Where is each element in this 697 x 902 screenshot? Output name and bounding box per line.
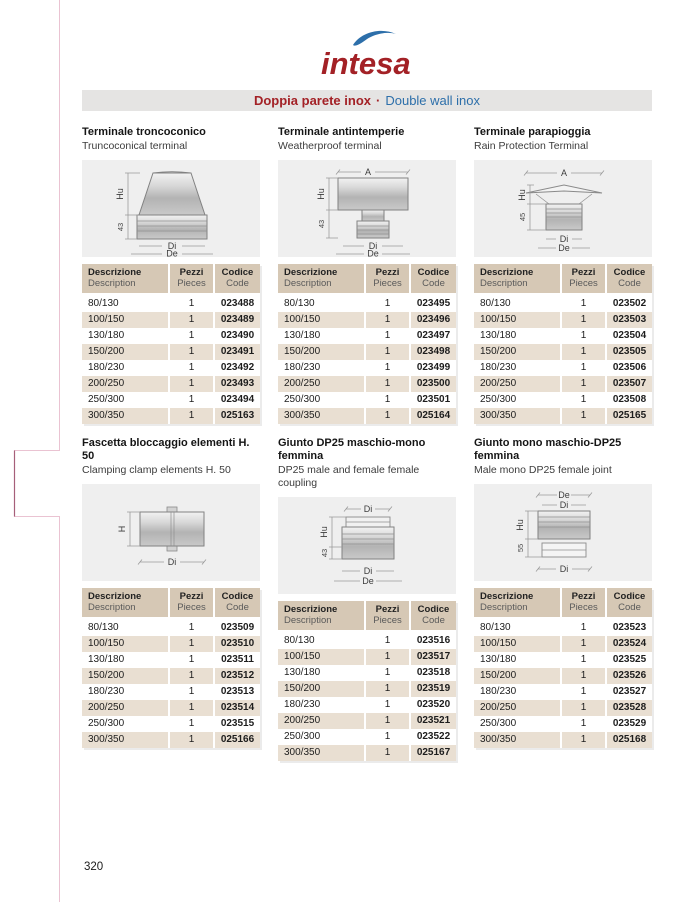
code-cell: 023513 bbox=[220, 686, 255, 697]
table-row bbox=[82, 716, 260, 732]
pieces-cell: 1 bbox=[188, 330, 195, 341]
code-cell: 025164 bbox=[409, 408, 456, 424]
code-cell: 023502 bbox=[612, 298, 647, 309]
code-cell: 023512 bbox=[213, 668, 260, 684]
size-cell: 150/200 bbox=[82, 668, 168, 684]
size-cell: 300/350 bbox=[278, 408, 364, 424]
pieces-cell: 1 bbox=[188, 298, 195, 309]
pieces-cell: 1 bbox=[168, 376, 213, 392]
code-cell: 023500 bbox=[409, 376, 456, 392]
pieces-cell: 1 bbox=[188, 718, 195, 729]
pieces-cell: 1 bbox=[384, 394, 391, 405]
dim-di: Di bbox=[167, 557, 177, 567]
table-row bbox=[474, 392, 652, 408]
pieces-cell: 1 bbox=[384, 667, 391, 678]
dim-di: Di bbox=[368, 241, 378, 251]
dim-de-top: De bbox=[558, 490, 570, 500]
size-cell: 80/130 bbox=[284, 298, 315, 309]
table-row bbox=[82, 392, 260, 408]
logo-wordmark: intesa bbox=[321, 46, 411, 80]
col-header-pieces: Pezzi Pieces bbox=[364, 601, 409, 633]
size-cell: 80/130 bbox=[284, 635, 315, 646]
page-content bbox=[82, 0, 652, 761]
section-terminale-parapioggia bbox=[474, 126, 652, 424]
pieces-cell: 1 bbox=[364, 713, 409, 729]
drawing-rain-protection-terminal bbox=[474, 160, 652, 257]
pieces-cell: 1 bbox=[188, 362, 195, 373]
size-cell: 100/150 bbox=[278, 649, 364, 665]
code-cell: 023497 bbox=[416, 330, 451, 341]
table-row bbox=[474, 652, 652, 668]
col-header-pieces: Pezzi Pieces bbox=[168, 264, 213, 296]
section-terminale-antintemperie bbox=[278, 126, 456, 424]
size-cell: 250/300 bbox=[480, 394, 517, 405]
product-table bbox=[82, 588, 260, 748]
section-title: Giunto DP25 maschio-mono femmina bbox=[278, 437, 426, 462]
code-cell: 023519 bbox=[409, 681, 456, 697]
table-row bbox=[82, 636, 260, 652]
size-cell: 180/230 bbox=[480, 362, 517, 373]
section-subtitle: Clamping clamp elements H. 50 bbox=[82, 464, 231, 476]
col-header-description: Descrizione Description bbox=[474, 264, 560, 296]
col-header-pieces: Pezzi Pieces bbox=[560, 264, 605, 296]
table-row bbox=[278, 408, 456, 424]
size-cell: 150/200 bbox=[278, 681, 364, 697]
dim-de: De bbox=[558, 243, 570, 253]
pieces-cell: 1 bbox=[560, 700, 605, 716]
pieces-cell: 1 bbox=[364, 681, 409, 697]
pieces-cell: 1 bbox=[168, 732, 213, 748]
table-row bbox=[278, 296, 456, 312]
table-row bbox=[82, 360, 260, 376]
section-title: Terminale antintemperie bbox=[278, 126, 405, 138]
pieces-cell: 1 bbox=[580, 298, 587, 309]
table-row bbox=[82, 620, 260, 636]
pieces-cell: 1 bbox=[168, 312, 213, 328]
col-header-pieces: Pezzi Pieces bbox=[168, 588, 213, 620]
size-cell: 300/350 bbox=[82, 732, 168, 748]
size-cell: 130/180 bbox=[480, 330, 517, 341]
size-cell: 200/250 bbox=[278, 713, 364, 729]
table-row bbox=[474, 344, 652, 360]
table-row bbox=[474, 296, 652, 312]
table-row bbox=[474, 376, 652, 392]
pieces-cell: 1 bbox=[364, 312, 409, 328]
page-number: 320 bbox=[84, 861, 104, 873]
size-cell: 100/150 bbox=[82, 636, 168, 652]
section-subtitle: Weatherproof terminal bbox=[278, 140, 382, 152]
code-cell: 023491 bbox=[213, 344, 260, 360]
banner-title-en: Double wall inox bbox=[385, 93, 481, 108]
pieces-cell: 1 bbox=[384, 330, 391, 341]
code-cell: 023508 bbox=[612, 394, 647, 405]
table-row bbox=[278, 713, 456, 729]
code-cell: 023488 bbox=[220, 298, 255, 309]
size-cell: 80/130 bbox=[88, 622, 119, 633]
dim-43: 43 bbox=[317, 219, 326, 229]
code-cell: 023495 bbox=[416, 298, 451, 309]
col-header-description: Descrizione Description bbox=[82, 588, 168, 620]
size-cell: 180/230 bbox=[480, 686, 517, 697]
size-cell: 300/350 bbox=[474, 408, 560, 424]
dim-di-top: Di bbox=[559, 500, 569, 510]
pieces-cell: 1 bbox=[384, 635, 391, 646]
dim-55: 55 bbox=[516, 543, 525, 553]
size-cell: 250/300 bbox=[88, 394, 125, 405]
code-cell: 023510 bbox=[213, 636, 260, 652]
table-row bbox=[278, 729, 456, 745]
product-table bbox=[278, 601, 456, 761]
code-cell: 023516 bbox=[416, 635, 451, 646]
col-header-pieces: Pezzi Pieces bbox=[560, 588, 605, 620]
product-table bbox=[278, 264, 456, 424]
drawing-truncoconical-terminal bbox=[82, 160, 260, 257]
table-row bbox=[474, 700, 652, 716]
pieces-cell: 1 bbox=[188, 686, 195, 697]
dim-a: A bbox=[364, 167, 372, 177]
size-cell: 250/300 bbox=[284, 731, 321, 742]
size-cell: 180/230 bbox=[88, 686, 125, 697]
dim-a: A bbox=[560, 168, 568, 178]
dim-di-top: Di bbox=[363, 504, 373, 514]
size-cell: 150/200 bbox=[278, 344, 364, 360]
page-edge-mark bbox=[0, 0, 80, 902]
code-cell: 023506 bbox=[612, 362, 647, 373]
pieces-cell: 1 bbox=[384, 362, 391, 373]
code-cell: 023524 bbox=[605, 636, 652, 652]
code-cell: 023529 bbox=[612, 718, 647, 729]
col-header-description: Descrizione Description bbox=[474, 588, 560, 620]
table-row bbox=[474, 684, 652, 700]
section-subtitle: Rain Protection Terminal bbox=[474, 140, 589, 152]
table-row bbox=[82, 408, 260, 424]
col-header-description: Descrizione Description bbox=[278, 264, 364, 296]
code-cell: 023522 bbox=[416, 731, 451, 742]
table-row bbox=[278, 665, 456, 681]
drawing-dp25-male-mono-female-joint bbox=[278, 497, 456, 594]
code-cell: 023489 bbox=[213, 312, 260, 328]
category-banner bbox=[82, 90, 652, 111]
size-cell: 200/250 bbox=[474, 376, 560, 392]
col-header-code: Codice Code bbox=[409, 264, 456, 296]
code-cell: 023511 bbox=[221, 654, 254, 665]
code-cell: 023493 bbox=[213, 376, 260, 392]
col-header-code: Codice Code bbox=[213, 264, 260, 296]
dim-45: 45 bbox=[518, 212, 527, 222]
code-cell: 023515 bbox=[220, 718, 255, 729]
dim-de: De bbox=[367, 248, 379, 257]
product-table bbox=[474, 264, 652, 424]
code-cell: 023523 bbox=[612, 622, 647, 633]
drawing-clamping-band bbox=[82, 484, 260, 581]
section-subtitle: Male mono DP25 female joint bbox=[474, 464, 612, 476]
section-title: Terminale troncoconico bbox=[82, 126, 206, 138]
code-cell: 023496 bbox=[409, 312, 456, 328]
size-cell: 250/300 bbox=[284, 394, 321, 405]
pieces-cell: 1 bbox=[168, 408, 213, 424]
code-cell: 023517 bbox=[409, 649, 456, 665]
dim-de: De bbox=[362, 576, 374, 586]
dim-di: Di bbox=[363, 566, 373, 576]
table-row bbox=[82, 344, 260, 360]
col-header-pieces: Pezzi Pieces bbox=[364, 264, 409, 296]
code-cell: 023501 bbox=[416, 394, 451, 405]
code-cell: 023507 bbox=[605, 376, 652, 392]
code-cell: 023525 bbox=[612, 654, 647, 665]
pieces-cell: 1 bbox=[560, 312, 605, 328]
table-row bbox=[82, 296, 260, 312]
pieces-cell: 1 bbox=[364, 745, 409, 761]
table-row bbox=[278, 392, 456, 408]
section-subtitle: Truncoconical terminal bbox=[82, 140, 188, 152]
size-cell: 200/250 bbox=[278, 376, 364, 392]
pieces-cell: 1 bbox=[580, 330, 587, 341]
section-subtitle: DP25 male and female female coupling bbox=[278, 464, 420, 489]
table-row bbox=[474, 360, 652, 376]
dim-hu: Hu bbox=[517, 189, 527, 201]
size-cell: 200/250 bbox=[474, 700, 560, 716]
product-table bbox=[474, 588, 652, 748]
table-row bbox=[474, 328, 652, 344]
table-row bbox=[278, 344, 456, 360]
pieces-cell: 1 bbox=[188, 394, 195, 405]
pieces-cell: 1 bbox=[188, 654, 195, 665]
size-cell: 100/150 bbox=[82, 312, 168, 328]
size-cell: 200/250 bbox=[82, 376, 168, 392]
banner-title-it: Doppia parete inox bbox=[253, 93, 371, 108]
size-cell: 300/350 bbox=[278, 745, 364, 761]
pieces-cell: 1 bbox=[168, 636, 213, 652]
size-cell: 250/300 bbox=[88, 718, 125, 729]
code-cell: 023509 bbox=[220, 622, 255, 633]
size-cell: 80/130 bbox=[480, 622, 511, 633]
section-terminale-troncoconico bbox=[82, 126, 260, 424]
code-cell: 023498 bbox=[409, 344, 456, 360]
col-header-code: Codice Code bbox=[605, 264, 652, 296]
size-cell: 80/130 bbox=[480, 298, 511, 309]
code-cell: 023499 bbox=[416, 362, 451, 373]
product-table bbox=[82, 264, 260, 424]
col-header-description: Descrizione Description bbox=[82, 264, 168, 296]
dim-hu: Hu bbox=[115, 188, 125, 200]
section-title: Giunto mono maschio-DP25 femmina bbox=[474, 437, 622, 462]
pieces-cell: 1 bbox=[580, 394, 587, 405]
pieces-cell: 1 bbox=[560, 732, 605, 748]
table-row bbox=[278, 697, 456, 713]
size-cell: 300/350 bbox=[474, 732, 560, 748]
table-row bbox=[82, 312, 260, 328]
pieces-cell: 1 bbox=[560, 668, 605, 684]
product-grid bbox=[82, 126, 652, 761]
code-cell: 023518 bbox=[416, 667, 451, 678]
table-row bbox=[474, 716, 652, 732]
code-cell: 023490 bbox=[220, 330, 255, 341]
pieces-cell: 1 bbox=[188, 622, 195, 633]
pieces-cell: 1 bbox=[384, 298, 391, 309]
code-cell: 023504 bbox=[612, 330, 647, 341]
size-cell: 200/250 bbox=[82, 700, 168, 716]
table-row bbox=[82, 700, 260, 716]
col-header-code: Codice Code bbox=[409, 601, 456, 633]
col-header-description: Descrizione Description bbox=[278, 601, 364, 633]
drawing-mono-male-dp25-female-joint bbox=[474, 484, 652, 581]
code-cell: 025165 bbox=[605, 408, 652, 424]
table-row bbox=[278, 312, 456, 328]
code-cell: 023520 bbox=[416, 699, 451, 710]
pieces-cell: 1 bbox=[580, 718, 587, 729]
table-row bbox=[82, 684, 260, 700]
pieces-cell: 1 bbox=[384, 731, 391, 742]
pieces-cell: 1 bbox=[168, 668, 213, 684]
code-cell: 023503 bbox=[605, 312, 652, 328]
table-row bbox=[474, 668, 652, 684]
dim-hu: Hu bbox=[515, 519, 525, 531]
pieces-cell: 1 bbox=[560, 408, 605, 424]
section-title: Terminale parapioggia bbox=[474, 126, 591, 138]
size-cell: 100/150 bbox=[474, 312, 560, 328]
drawing-weatherproof-terminal bbox=[278, 160, 456, 257]
table-row bbox=[82, 328, 260, 344]
pieces-cell: 1 bbox=[364, 376, 409, 392]
pieces-cell: 1 bbox=[364, 344, 409, 360]
code-cell: 023526 bbox=[605, 668, 652, 684]
size-cell: 130/180 bbox=[480, 654, 517, 665]
size-cell: 130/180 bbox=[88, 330, 125, 341]
pieces-cell: 1 bbox=[560, 344, 605, 360]
dim-di: Di bbox=[559, 234, 569, 244]
table-row bbox=[474, 312, 652, 328]
dim-di: Di bbox=[559, 564, 569, 574]
table-row bbox=[278, 328, 456, 344]
dim-h: H bbox=[117, 525, 127, 533]
section-title: Fascetta bloccaggio elementi H. 50 bbox=[82, 437, 250, 462]
section-giunto-dp25-maschio-mono-femmina bbox=[278, 437, 456, 761]
pieces-cell: 1 bbox=[168, 700, 213, 716]
code-cell: 023528 bbox=[605, 700, 652, 716]
size-cell: 180/230 bbox=[88, 362, 125, 373]
code-cell: 025168 bbox=[605, 732, 652, 748]
dim-di: Di bbox=[167, 241, 177, 251]
dim-de: De bbox=[166, 248, 178, 257]
code-cell: 023521 bbox=[409, 713, 456, 729]
dim-43: 43 bbox=[320, 548, 329, 558]
table-row bbox=[474, 732, 652, 748]
pieces-cell: 1 bbox=[168, 344, 213, 360]
pieces-cell: 1 bbox=[364, 408, 409, 424]
size-cell: 80/130 bbox=[88, 298, 119, 309]
pieces-cell: 1 bbox=[580, 362, 587, 373]
code-cell: 025163 bbox=[213, 408, 260, 424]
size-cell: 180/230 bbox=[284, 362, 321, 373]
code-cell: 025167 bbox=[409, 745, 456, 761]
brand-logo bbox=[82, 28, 652, 80]
size-cell: 100/150 bbox=[278, 312, 364, 328]
pieces-cell: 1 bbox=[384, 699, 391, 710]
table-row bbox=[82, 732, 260, 748]
pieces-cell: 1 bbox=[364, 649, 409, 665]
dim-43: 43 bbox=[116, 222, 125, 232]
table-row bbox=[474, 620, 652, 636]
table-row bbox=[278, 376, 456, 392]
size-cell: 130/180 bbox=[88, 654, 125, 665]
code-cell: 023492 bbox=[220, 362, 255, 373]
table-row bbox=[82, 376, 260, 392]
dim-hu: Hu bbox=[319, 526, 329, 538]
pieces-cell: 1 bbox=[560, 376, 605, 392]
code-cell: 023505 bbox=[605, 344, 652, 360]
table-row bbox=[82, 668, 260, 684]
pieces-cell: 1 bbox=[580, 686, 587, 697]
table-row bbox=[278, 633, 456, 649]
table-row bbox=[82, 652, 260, 668]
table-row bbox=[278, 745, 456, 761]
size-cell: 180/230 bbox=[284, 699, 321, 710]
logo-swoosh-icon bbox=[353, 31, 396, 46]
table-row bbox=[474, 636, 652, 652]
pieces-cell: 1 bbox=[580, 622, 587, 633]
col-header-code: Codice Code bbox=[213, 588, 260, 620]
size-cell: 150/200 bbox=[474, 668, 560, 684]
code-cell: 023514 bbox=[213, 700, 260, 716]
code-cell: 023527 bbox=[612, 686, 647, 697]
size-cell: 300/350 bbox=[82, 408, 168, 424]
section-fascetta-bloccaggio bbox=[82, 437, 260, 761]
size-cell: 130/180 bbox=[284, 330, 321, 341]
pieces-cell: 1 bbox=[580, 654, 587, 665]
banner-separator: · bbox=[376, 93, 381, 108]
table-row bbox=[278, 649, 456, 665]
size-cell: 150/200 bbox=[474, 344, 560, 360]
size-cell: 150/200 bbox=[82, 344, 168, 360]
table-row bbox=[278, 681, 456, 697]
pieces-cell: 1 bbox=[560, 636, 605, 652]
code-cell: 025166 bbox=[213, 732, 260, 748]
size-cell: 100/150 bbox=[474, 636, 560, 652]
dim-hu: Hu bbox=[316, 188, 326, 200]
table-row bbox=[278, 360, 456, 376]
code-cell: 023494 bbox=[220, 394, 255, 405]
size-cell: 250/300 bbox=[480, 718, 517, 729]
section-giunto-mono-maschio-dp25-femmina bbox=[474, 437, 652, 761]
size-cell: 130/180 bbox=[284, 667, 321, 678]
table-row bbox=[474, 408, 652, 424]
col-header-code: Codice Code bbox=[605, 588, 652, 620]
